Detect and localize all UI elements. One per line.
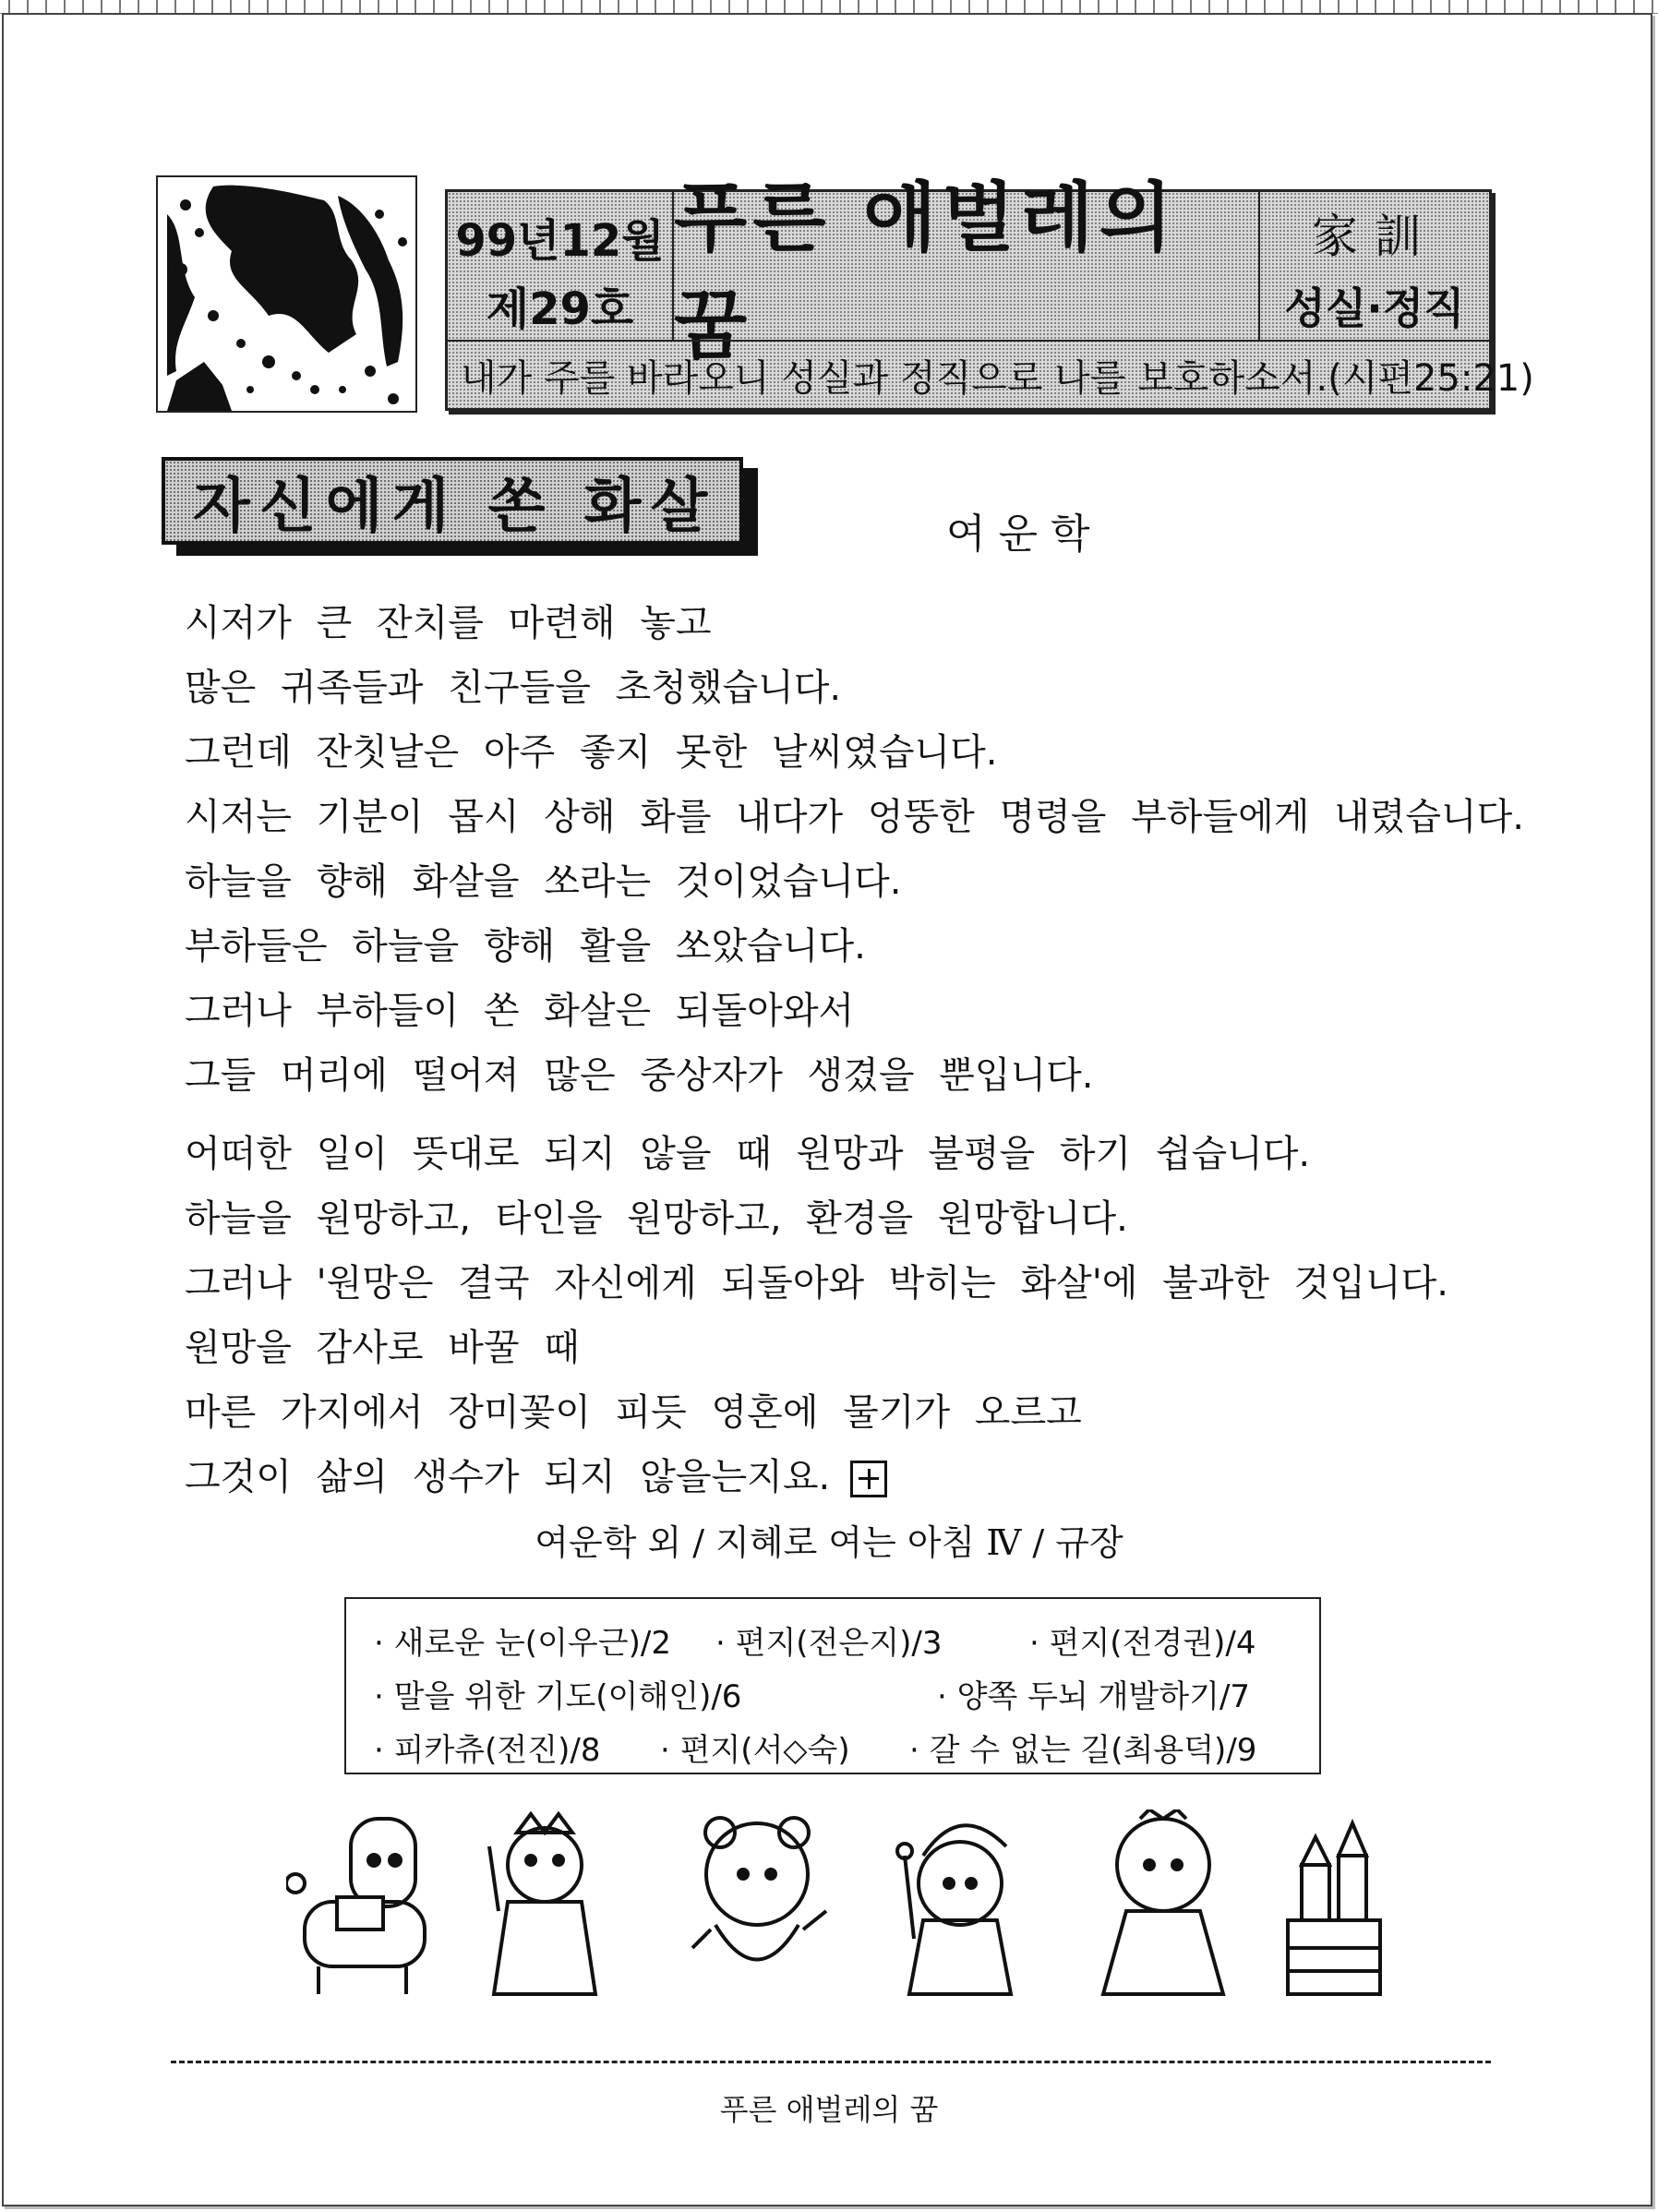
toc-item[interactable]: · 편지(전경권)/4 xyxy=(1029,1625,1256,1662)
text-line: 부하들은 하늘을 향해 활을 쏘았습니다. xyxy=(185,925,866,968)
toc-item[interactable]: · 갈 수 없는 길(최용덕)/9 xyxy=(909,1732,1257,1769)
toc-item[interactable]: · 편지(전은지)/3 xyxy=(715,1625,943,1662)
text-line-last xyxy=(185,1445,1496,1509)
toc-item[interactable]: · 양쪽 두뇌 개발하기/7 xyxy=(937,1678,1251,1715)
newsletter-title: 푸른 애벌레의 꿈 xyxy=(674,174,1178,370)
article-source: 여운학 외 / 지혜로 여는 아침 Ⅳ / 규장 xyxy=(535,1522,1123,1563)
castle-icon xyxy=(1288,1823,1380,1994)
footer-divider xyxy=(171,2061,1491,2063)
text-line-content: 그것이 삶의 생수가 되지 않을는지요. xyxy=(185,1456,831,1498)
bible-verse-text: 내가 주를 바라오니 성실과 정직으로 나를 보호하소서.(시편25:21) xyxy=(461,356,1534,400)
article-author: 여운학 xyxy=(946,511,1103,558)
footer-title: 푸른 애벌레의 꿈 xyxy=(719,2092,939,2127)
bear-costume-icon xyxy=(692,1818,826,1960)
character-illustrations xyxy=(286,1809,1385,2008)
text-line: 시저가 큰 잔치를 마련해 놓고 xyxy=(185,602,712,644)
wizard-icon xyxy=(897,1825,1011,1994)
family-motto-label: 家訓 xyxy=(1312,210,1437,263)
family-motto-text: 성실·정직 xyxy=(1284,283,1465,333)
family-motto xyxy=(1260,192,1489,340)
issue-info xyxy=(448,192,674,340)
logo-illustration xyxy=(156,175,417,413)
toc-item[interactable]: · 피카츄(전진)/8 xyxy=(374,1732,601,1769)
issue-date: 99년12월 xyxy=(455,215,665,267)
toc-item[interactable]: · 편지(서◇숙) xyxy=(660,1732,850,1769)
tree-woodcut-icon xyxy=(158,177,415,411)
toc-item[interactable]: · 말을 위한 기도(이해인)/6 xyxy=(374,1678,742,1715)
masthead xyxy=(445,174,1534,411)
table-of-contents xyxy=(344,1597,1321,1774)
text-line: 그들 머리에 떨어져 많은 중상자가 생겼을 뿐입니다. xyxy=(185,1054,1094,1097)
newsletter-title-cell xyxy=(674,174,1260,370)
article-paragraph-2 xyxy=(185,1122,1496,1509)
donkey-icon xyxy=(286,1819,425,1994)
text-line: 마른 가지에서 장미꽃이 피듯 영혼에 물기가 오르고 xyxy=(185,1391,1082,1434)
princess-icon xyxy=(1103,1809,1223,1994)
issue-number: 제29호 xyxy=(486,283,634,335)
text-line: 하늘을 향해 화살을 쏘라는 것이었습니다. xyxy=(185,860,902,903)
end-mark-icon xyxy=(850,1461,887,1497)
text-line: 어떠한 일이 뜻대로 되지 않을 때 원망과 불평을 하기 쉽습니다. xyxy=(185,1133,1311,1175)
article-title: 자신에게 쏜 화살 xyxy=(193,472,717,541)
text-line: 원망을 감사로 바꿀 때 xyxy=(185,1327,580,1369)
text-line: 하늘을 원망하고, 타인을 원망하고, 환경을 원망합니다. xyxy=(185,1197,1128,1240)
toc-item[interactable]: · 새로운 눈(이우근)/2 xyxy=(374,1625,671,1662)
prince-icon xyxy=(489,1814,595,1994)
spiral-binding xyxy=(0,0,1658,14)
text-line: 그러나 부하들이 쏜 화살은 되돌아와서 xyxy=(185,990,855,1032)
text-line: 그런데 잔칫날은 아주 좋지 못한 날씨였습니다. xyxy=(185,731,998,774)
article-title-box xyxy=(162,457,743,545)
text-line: 그러나 '원망은 결국 자신에게 되돌아와 박히는 화살'에 불과한 것입니다. xyxy=(185,1262,1448,1304)
text-line: 시저는 기분이 몹시 상해 화를 내다가 엉뚱한 명령을 부하들에게 내렸습니다. xyxy=(185,796,1524,838)
bible-verse xyxy=(448,340,1534,408)
text-line: 많은 귀족들과 친구들을 초청했습니다. xyxy=(185,667,842,709)
article-paragraph-1 xyxy=(185,591,1524,1108)
